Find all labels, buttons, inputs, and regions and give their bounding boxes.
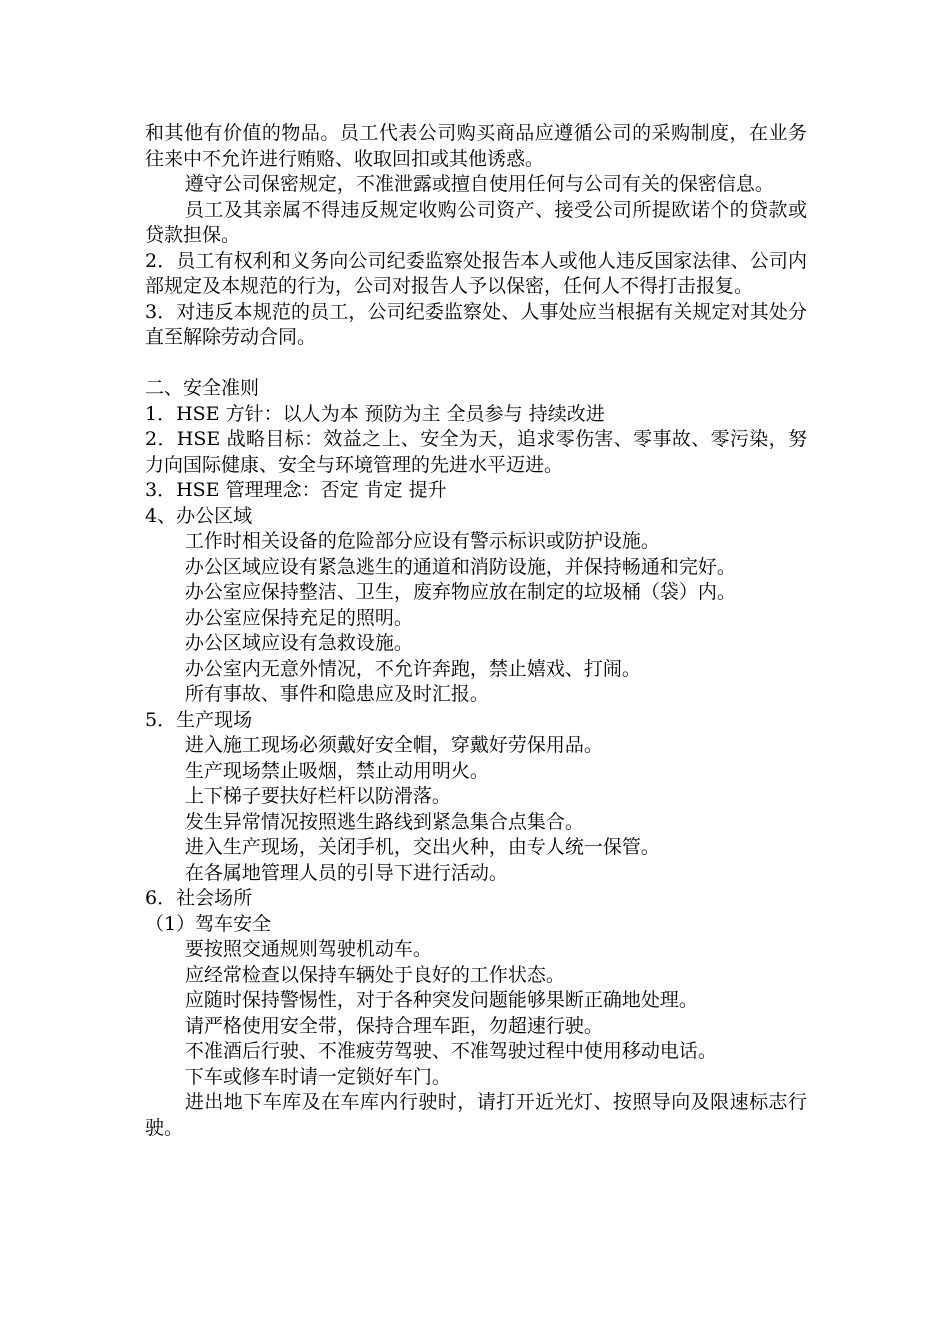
paragraph: 办公区域应设有急救设施。	[184, 632, 413, 654]
paragraph: 上下梯子要扶好栏杆以防滑落。	[184, 785, 451, 807]
paragraph: 2．员工有权利和义务向公司纪委监察处报告本人或他人违反国家法律、公司内部规定及本规范的行为，公司对报告人予以保密，任何人不得打击报复。	[145, 249, 807, 297]
paragraph: 进入施工现场必须戴好安全帽，穿戴好劳保用品。	[184, 734, 603, 756]
paragraph: 请严格使用安全带，保持合理车距，勿超速行驶。	[184, 1014, 603, 1037]
subsection-heading: 5．生产现场	[145, 708, 253, 731]
subsection-heading: （1）驾车安全	[145, 912, 272, 935]
paragraph: 和其他有价值的物品。员工代表公司购买商品应遵循公司的采购制度，在业务往来中不允许进行贿赂、收取回扣或其他诱惑。	[145, 122, 807, 170]
blank-line	[145, 351, 807, 377]
document-page	[145, 121, 807, 1141]
paragraph: 办公室应保持整洁、卫生，废弃物应放在制定的垃圾桶（袋）内。	[184, 581, 736, 603]
paragraph: 所有事故、事件和隐患应及时汇报。	[184, 683, 489, 705]
paragraph: 3．对违反本规范的员工，公司纪委监察处、人事处应当根据有关规定对其处分直至解除劳动合同。	[145, 300, 807, 348]
paragraph: 要按照交通规则驾驶机动车。	[184, 938, 432, 960]
paragraph: 发生异常情况按照逃生路线到紧急集合点集合。	[184, 810, 584, 833]
paragraph: 进入生产现场，关闭手机，交出火种，由专人统一保管。	[184, 836, 660, 858]
paragraph: 遵守公司保密规定，不准泄露或擅自使用任何与公司有关的保密信息。	[184, 173, 774, 195]
paragraph: 工作时相关设备的危险部分应设有警示标识或防护设施。	[184, 530, 660, 552]
paragraph: 应随时保持警惕性，对于各种突发问题能够果断正确地处理。	[184, 989, 698, 1011]
paragraph: 不准酒后行驶、不准疲劳驾驶、不准驾驶过程中使用移动电话。	[184, 1040, 717, 1062]
paragraph: 办公室内无意外情况，不允许奔跑，禁止嬉戏、打闹。	[184, 657, 641, 680]
paragraph: 办公区域应设有紧急逃生的通道和消防设施，并保持畅通和完好。	[184, 555, 736, 578]
paragraph: 在各属地管理人员的引导下进行活动。	[184, 861, 508, 884]
paragraph: 员工及其亲属不得违反规定收购公司资产、接受公司所提欧诺个的贷款或贷款担保。	[145, 198, 807, 246]
paragraph: 生产现场禁止吸烟，禁止动用明火。	[184, 759, 489, 782]
subsection-heading: 6．社会场所	[145, 887, 253, 909]
subsection-heading: 4、办公区域	[145, 504, 253, 527]
paragraph: 应经常检查以保持车辆处于良好的工作状态。	[184, 963, 565, 986]
paragraph: 1．HSE 方针：以人为本 预防为主 全员参与 持续改进	[145, 402, 605, 425]
paragraph: 进出地下车库及在车库内行驶时，请打开近光灯、按照导向及限速标志行驶。	[145, 1091, 807, 1139]
paragraph: 下车或修车时请一定锁好车门。	[184, 1065, 451, 1088]
paragraph: 3．HSE 管理理念：否定 肯定 提升	[145, 479, 447, 501]
section-heading: 二、安全准则	[145, 377, 260, 399]
paragraph: 办公室应保持充足的照明。	[184, 606, 413, 629]
paragraph: 2．HSE 战略目标：效益之上、安全为天，追求零伤害、零事故、零污染，努力向国际健康、安全与环境管理的先进水平迈进。	[145, 428, 807, 476]
